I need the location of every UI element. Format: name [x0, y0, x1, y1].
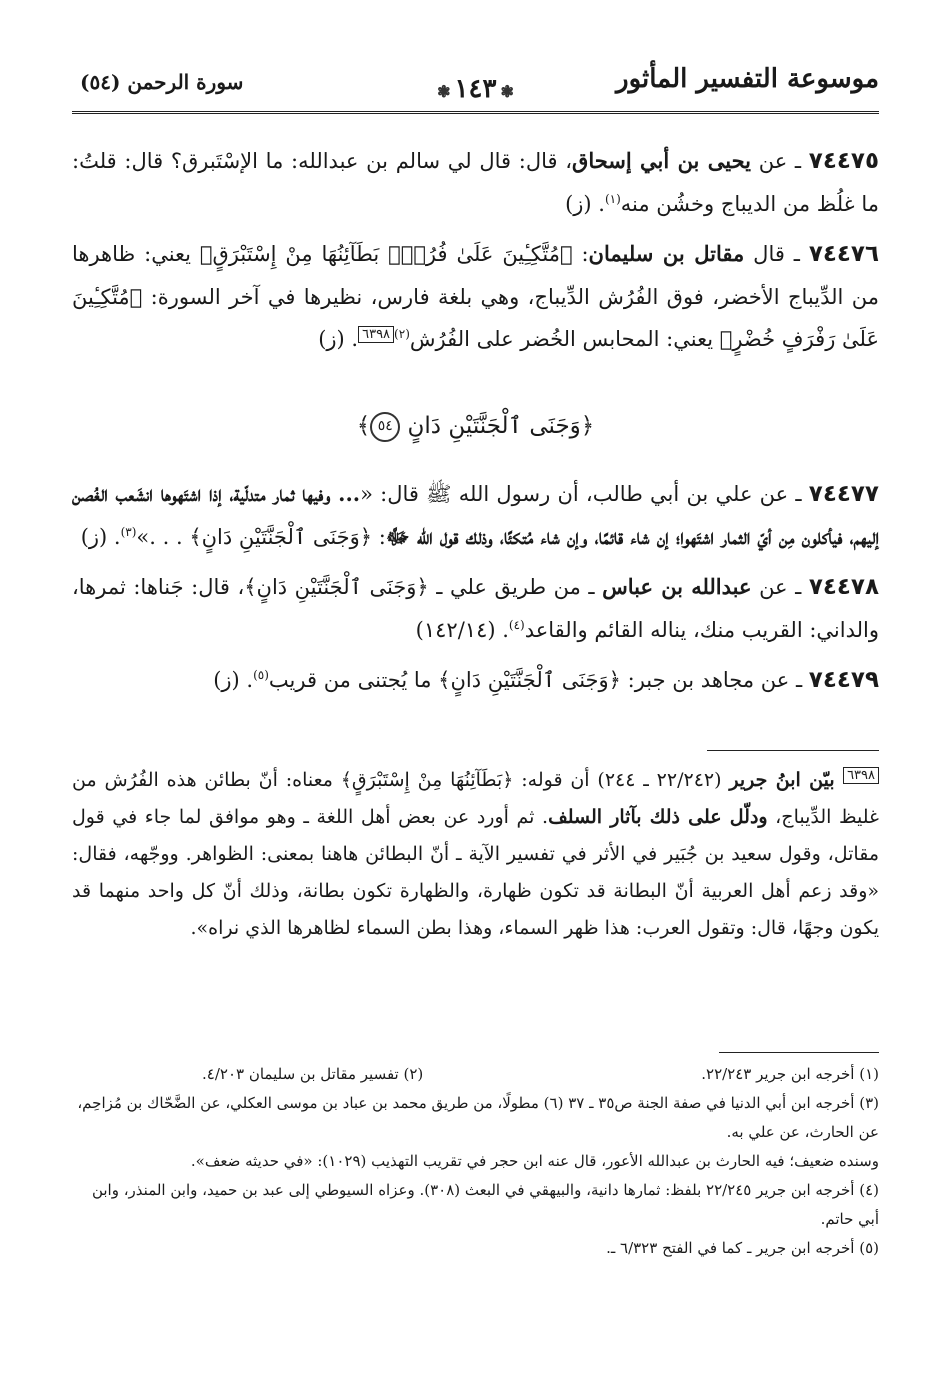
narrator-name: يحيى بن أبي إسحاق	[572, 148, 751, 173]
footnote-1: (١) أخرجه ابن جرير ٢٢/٢٤٣.	[701, 1065, 879, 1083]
footnote-ref[interactable]: (٥)	[253, 668, 269, 682]
footnote-5: (٥) أخرجه ابن جرير ـ كما في الفتح ٦/٣٢٣ ـ.	[606, 1239, 879, 1257]
entry-code: . (١٤٢/١٤)	[415, 617, 509, 642]
footnote-ref[interactable]: (١)	[604, 191, 621, 206]
footnote-3-note: وسنده ضعيف؛ فيه الحارث بن عبدالله الأعور، قال عنه ابن حجر في تقريب التهذيب (١٠٢٩): «في حديثه ضعف».	[190, 1152, 879, 1170]
entry-number: ٧٤٤٧٨	[808, 574, 880, 600]
footnotes	[72, 1060, 879, 1263]
entry-number: ٧٤٤٧٦	[808, 241, 880, 267]
footnote-3: (٣) أخرجه ابن أبي الدنيا في صفة الجنة ص٣٥ ـ ٣٧ (٦) مطولًا، من طريق محمد بن عباد بن موسى العكلي، عن الضَّحّاك بن مُزاحِم، عن الحارث، عن علي به.	[77, 1094, 879, 1141]
note-divider	[707, 750, 879, 751]
entry-text: ـ عن مجاهد بن جبر: ﴿وَجَنَى ٱلْجَنَّتَيْنِ دَانٍ﴾ ما يُجتنى من قريب	[268, 668, 809, 692]
note-text: (٢٢/٢٤٢ ـ ٢٤٤) أن قوله: ﴿بَطَآئِنُهَا مِنْ إِسْتَبْرَقٍ﴾ معناه: أنّ بطائن هذه الفُرُش من غليظ الدِّيباج،	[72, 769, 879, 828]
page-header	[72, 58, 879, 110]
entry-text: : ﴿مُتَّكِـِٔينَ عَلَىٰ فُرُشٍۭ بَطَآئِنُهَا مِنْ إِسْتَبْرَقٍ﴾ يعني: ظاهرها من الدِّيباج الأخضر، فوق الفُرُش الدِّيباج، وهي بلغة فارس، نظيرها في آخر السورة: ﴿مُتَّكِـِٔينَ عَلَىٰ رَفْرَفٍ خُضْرٍ﴾ يعني: المحابس الخُضر على الفُرُش	[72, 242, 879, 351]
entry-74476	[72, 233, 879, 361]
ayah-text: ﴿وَجَنَى ٱلْجَنَّتَيْنِ دَانٍ	[407, 412, 595, 439]
book-title: موسوعة التفسير المأثور	[616, 64, 879, 94]
hadith-text: ... وفيها ثمار متدلّية، إذا اشتَهوها انشَعب الغُصن إليهم، فيأكلون مِن أيّ الثمار اشتَهوا؛ إن شاء قائمًا، وإن شاء مُتكئًا، وذلك قول الله ﷻ	[72, 481, 879, 549]
footnote-ref[interactable]: (٤)	[508, 617, 525, 632]
note-text: بيّن ابنُ جرير	[729, 769, 844, 791]
entry-code: . (ز)	[565, 191, 605, 216]
entry-74478	[72, 566, 879, 651]
note-ref-box: ٦٣٩٨	[843, 767, 879, 784]
entry-text: ـ عن	[751, 149, 809, 173]
page-number: ١٤٣	[454, 74, 497, 104]
main-text	[72, 140, 879, 710]
entry-74479	[72, 659, 879, 702]
footnote-ref[interactable]: (٣)	[120, 524, 137, 539]
narrator-name: مقاتل بن سليمان	[588, 241, 745, 266]
commentary-note	[72, 762, 879, 947]
ayah-number-badge: ٥٤	[370, 412, 400, 442]
ayah-heading	[72, 405, 879, 448]
entry-number: ٧٤٤٧٥	[808, 148, 879, 174]
ayah-bracket: ﴾	[356, 412, 371, 439]
entry-text: ـ عن	[751, 575, 809, 599]
entry-code: . (ز)	[213, 668, 254, 692]
header-divider	[72, 111, 879, 114]
narrator-name: عبدالله بن عباس	[602, 574, 752, 599]
entry-text: ، قال: قال لي سالم بن عبدالله: ما الإسْتَبرق؟ قال: قلتُ: ما غلُظ من الديباج وخشُن منه	[72, 149, 879, 216]
entry-74475	[72, 140, 879, 225]
page-number-block	[433, 74, 518, 104]
ornament-right-icon: ❃	[500, 82, 514, 101]
entry-text: ـ قال	[744, 242, 809, 266]
entry-text: ـ عن علي بن أبي طالب، أن رسول الله ﷺ قال: «	[360, 482, 809, 506]
ornament-left-icon: ❃	[437, 82, 451, 101]
footnote-4: (٤) أخرجه ابن جرير ٢٢/٢٤٥ بلفظ: ثمارها دانية، والبيهقي في البعث (٣٠٨). وعزاه السيوطي إلى عبد بن حميد، وابن المنذر، وابن أبي حاتم.	[91, 1181, 879, 1228]
note-text: . ثم أورد عن بعض أهل اللغة ـ وهو موافق لما جاء في قول مقاتل، وقول سعيد بن جُبَير في الأثر في تفسير الآية ـ أنّ البطائن هاهنا بمعنى: الظواهر. ووجّهه، فقال: «وقد زعم أهل العربية أنّ البطانة قد تكون ظهارة، والظهارة تكون بطانة، وذلك أنّ كل واحد منهما قد يكون وجهًا، قال: وتقول العرب: هذا ظهر السماء، وهذا بطن السماء لظاهرها الذي نراه».	[72, 806, 879, 939]
entry-code: . (ز)	[80, 524, 121, 549]
entry-text: : ﴿وَجَنَى ٱلْجَنَّتَيْنِ دَانٍ﴾ . . .»	[136, 524, 386, 549]
footnote-ref[interactable]: (٢)	[394, 327, 410, 341]
surah-title: سورة الرحمن (٥٤)	[80, 70, 244, 94]
entry-text: ـ من طريق علي ـ ﴿وَجَنَى ٱلْجَنَّتَيْنِ دَانٍ﴾، قال: جَناها: ثمرها، والداني: القريب منك، يناله القائم والقاعد	[72, 575, 879, 642]
footnote-row	[72, 1060, 879, 1089]
entry-number: ٧٤٤٧٩	[808, 667, 879, 693]
note-text: ودلّل على ذلك بآثار السلف	[548, 806, 768, 828]
entry-number: ٧٤٤٧٧	[808, 481, 879, 507]
note-ref-box[interactable]: ٦٣٩٨	[358, 326, 394, 343]
entry-74477	[72, 473, 879, 558]
footnote-2: (٢) تفسير مقاتل بن سليمان ٤/٢٠٣.	[202, 1065, 424, 1083]
entry-code: . (ز)	[318, 327, 359, 351]
footnote-divider	[719, 1052, 879, 1053]
